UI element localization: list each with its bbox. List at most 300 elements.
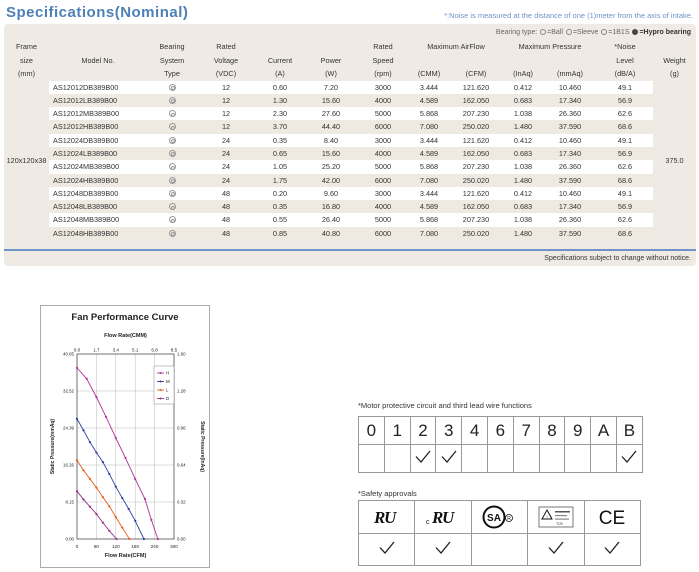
- safety-check-cell: [415, 534, 471, 566]
- spec-cell: 1.480: [503, 174, 543, 187]
- ball-bearing-icon: [540, 29, 546, 35]
- spec-cell: 12: [197, 94, 255, 107]
- checkmark-icon: [441, 450, 457, 463]
- spec-cell: 68.6: [597, 227, 653, 240]
- spec-cell: 4.589: [409, 94, 449, 107]
- spec-cell: 48: [197, 227, 255, 240]
- top-tick-label: 1.7: [93, 347, 100, 353]
- data-point-M: [143, 538, 145, 540]
- wire-code-cell: 3: [436, 417, 462, 445]
- header-airflow-cfm: (CFM): [465, 69, 487, 78]
- header-voltage-2: Voltage: [213, 55, 239, 65]
- y-tick-label-right: 1.28: [177, 388, 186, 394]
- header-frame-3: (mm): [17, 69, 36, 78]
- header-speed-3: (rpm): [374, 69, 392, 78]
- spec-cell: 121.620: [449, 134, 503, 147]
- spec-cell: 17.340: [543, 200, 597, 213]
- spec-cell: 40.80: [305, 227, 357, 240]
- spec-cell: 5.868: [409, 107, 449, 120]
- data-point-L: [95, 486, 97, 488]
- spec-cell: 6000: [357, 174, 409, 187]
- data-point-L: [89, 478, 91, 480]
- spec-cell: 48: [197, 213, 255, 226]
- data-point-D: [108, 530, 110, 532]
- wire-code-cell: A: [591, 417, 617, 445]
- tuv-logo-text: TÜV: [555, 522, 563, 526]
- y-tick-label-right: 0.64: [177, 462, 186, 468]
- spec-cell: 37.590: [543, 120, 597, 133]
- spec-cell: 49.1: [597, 81, 653, 94]
- data-point-H: [86, 378, 88, 380]
- spec-cell: 7.080: [409, 174, 449, 187]
- csa-logo: [471, 501, 527, 534]
- wire-code-cell: 9: [565, 417, 591, 445]
- spec-cell: 24: [197, 147, 255, 160]
- spec-cell: 12: [197, 120, 255, 133]
- spec-cell: 62.6: [597, 160, 653, 173]
- header-bearing-3: Type: [164, 69, 180, 78]
- data-point-L: [108, 505, 110, 507]
- spec-cell: 0.412: [503, 81, 543, 94]
- spec-cell: 5000: [357, 107, 409, 120]
- spec-cell: 1.30: [255, 94, 305, 107]
- spec-cell: 6000: [357, 120, 409, 133]
- data-point-M: [128, 508, 130, 510]
- safety-check-cell: [471, 534, 527, 566]
- bearing-cell: [147, 200, 197, 213]
- spec-cell: 48: [197, 200, 255, 213]
- data-point-M: [121, 497, 123, 499]
- table-row: [4, 134, 696, 147]
- hypro-bearing-icon: [632, 29, 638, 35]
- header-weight-2: (g): [670, 69, 679, 78]
- spec-cell: 250.020: [449, 120, 503, 133]
- data-point-H: [124, 457, 126, 459]
- weight-cell: 375.0: [665, 155, 684, 165]
- spec-cell: 17.340: [543, 147, 597, 160]
- bearing-cell: [147, 160, 197, 173]
- spec-cell: 15.60: [305, 147, 357, 160]
- wire-check-cell: [513, 445, 539, 473]
- ball-label: =Ball: [547, 29, 563, 36]
- bearing-cell: [147, 120, 197, 133]
- spec-cell: 7.20: [305, 81, 357, 94]
- y-tick-label-left: 40.65: [63, 351, 74, 357]
- table-row: [4, 213, 696, 226]
- spec-cell: 7.080: [409, 227, 449, 240]
- bearing-cell: [147, 187, 197, 200]
- header-pressure-inaq: (InAq): [513, 69, 533, 78]
- wire-check-cell: [359, 445, 385, 473]
- svg-text:!: !: [546, 514, 548, 519]
- svg-text:c: c: [426, 519, 430, 526]
- spec-cell: 62.6: [597, 213, 653, 226]
- spec-cell: 0.55: [255, 213, 305, 226]
- header-current-2: (A): [275, 69, 285, 78]
- wire-check-cell: [384, 445, 410, 473]
- safety-check-cell: [584, 534, 640, 566]
- spec-cell: 56.9: [597, 200, 653, 213]
- spec-cell: 121.620: [449, 187, 503, 200]
- spec-cell: 5.868: [409, 213, 449, 226]
- table-row: [4, 147, 696, 160]
- y-tick-label-left: 24.39: [63, 425, 74, 431]
- ball-bearing-icon: [169, 84, 176, 91]
- motor-functions-label: *Motor protective circuit and third lead wire functions: [358, 401, 532, 410]
- ball-bearing-icon: [169, 203, 176, 210]
- spec-cell: 207.230: [449, 213, 503, 226]
- bearing-type-legend: [496, 29, 691, 36]
- data-point-D: [115, 538, 117, 540]
- noise-note: *:Noise is measured at the distance of one (1)meter from the axis of intake.: [444, 11, 693, 20]
- table-row: [4, 94, 696, 107]
- ball-bearing-icon: [169, 150, 176, 157]
- spec-cell: 5000: [357, 213, 409, 226]
- spec-cell: 37.590: [543, 174, 597, 187]
- wire-check-cell: [436, 445, 462, 473]
- spec-cell: 8.40: [305, 134, 357, 147]
- spec-cell: 4000: [357, 200, 409, 213]
- ball-bearing-icon: [169, 137, 176, 144]
- bearing-cell: [147, 107, 197, 120]
- spec-cell: 4.589: [409, 200, 449, 213]
- spec-cell: 68.6: [597, 174, 653, 187]
- spec-cell: 62.6: [597, 107, 653, 120]
- spec-cell: 1.480: [503, 227, 543, 240]
- x-axis-label: Flow Rate(CFM): [104, 553, 147, 559]
- checkmark-icon: [435, 541, 451, 554]
- spec-cell: 4000: [357, 147, 409, 160]
- top-tick-label: 5.1: [132, 347, 139, 353]
- spec-cell: 250.020: [449, 174, 503, 187]
- model-cell: AS12048HB389B00: [49, 227, 147, 240]
- spec-cell: 0.412: [503, 134, 543, 147]
- spec-cell: 207.230: [449, 107, 503, 120]
- header-pressure-mmaq: (mmAq): [557, 69, 583, 78]
- spec-cell: 10.460: [543, 187, 597, 200]
- spec-cell: 15.60: [305, 94, 357, 107]
- series-line-H: [77, 368, 158, 539]
- ball-bearing-icon: [169, 163, 176, 170]
- data-point-H: [76, 367, 78, 369]
- spec-cell: 3000: [357, 134, 409, 147]
- svg-text:U: U: [442, 508, 455, 527]
- spec-cell: 68.6: [597, 120, 653, 133]
- x-tick-label: 120: [111, 544, 120, 549]
- table-row: [4, 200, 696, 213]
- data-point-L: [76, 459, 78, 461]
- disclaimer: Specifications subject to change without notice.: [544, 255, 691, 262]
- checkmark-icon: [415, 450, 431, 463]
- data-point-L: [121, 527, 123, 529]
- ul-recognized-logo: [359, 501, 415, 534]
- data-point-D: [76, 490, 78, 492]
- model-cell: AS12012MB389B00: [49, 107, 147, 120]
- spec-cell: 49.1: [597, 134, 653, 147]
- svg-text:R: R: [507, 516, 512, 522]
- spec-cell: 4000: [357, 94, 409, 107]
- wire-check-cell: [565, 445, 591, 473]
- data-point-H: [115, 437, 117, 439]
- header-noise-1: *Noise: [614, 42, 636, 51]
- spec-cell: 207.230: [449, 160, 503, 173]
- checkmark-icon: [548, 541, 564, 554]
- svg-text:R: R: [373, 508, 386, 527]
- ball-bearing-icon: [169, 110, 176, 117]
- x-tick-label: 180: [131, 544, 140, 549]
- bearing-cell: [147, 134, 197, 147]
- wire-code-cell: 2: [410, 417, 436, 445]
- spec-cell: 1.038: [503, 160, 543, 173]
- spec-cell: 37.590: [543, 227, 597, 240]
- data-point-D: [82, 498, 84, 500]
- y-tick-label-right: 0.00: [177, 536, 186, 542]
- data-point-L: [115, 516, 117, 518]
- spec-cell: 24: [197, 160, 255, 173]
- table-row: [4, 81, 696, 94]
- spec-cell: 26.360: [543, 213, 597, 226]
- data-point-D: [89, 506, 91, 508]
- ball-bearing-icon: [169, 123, 176, 130]
- model-cell: AS12024MB389B00: [49, 160, 147, 173]
- spec-cell: 1.038: [503, 213, 543, 226]
- header-voltage-1: Rated: [216, 42, 236, 51]
- header-power-2: (W): [325, 69, 337, 78]
- y-axis-label-left: Static Pressure(mmAq): [50, 418, 56, 475]
- data-point-M: [89, 441, 91, 443]
- header-airflow: Maximum AirFlow: [427, 42, 485, 51]
- model-cell: AS12012LB389B00: [49, 94, 147, 107]
- spec-cell: 3000: [357, 187, 409, 200]
- spec-cell: 26.40: [305, 213, 357, 226]
- header-voltage-3: (VDC): [215, 69, 237, 78]
- bearing-cell: [147, 81, 197, 94]
- table-row: [4, 227, 696, 240]
- legend-label: H: [166, 370, 170, 376]
- header-bearing-2: System: [159, 55, 185, 65]
- safety-approvals-table: [358, 500, 641, 566]
- spec-cell: 26.360: [543, 160, 597, 173]
- spec-cell: 6000: [357, 227, 409, 240]
- wire-check-cell: [410, 445, 436, 473]
- frame-size-cell: 120x120x38: [6, 155, 47, 165]
- ball-bearing-icon: [169, 230, 176, 237]
- performance-chart: [40, 305, 210, 568]
- header-model: Model No.: [81, 55, 115, 65]
- ball-bearing-icon: [169, 190, 176, 197]
- series-line-D: [77, 491, 116, 539]
- data-point-H: [150, 519, 152, 521]
- page-title: Specifications(Nominal): [6, 4, 189, 21]
- bearing-cell: [147, 174, 197, 187]
- header-power-1: Power: [320, 55, 342, 65]
- spec-cell: 5.868: [409, 160, 449, 173]
- tuv-logo: [528, 501, 584, 534]
- data-point-M: [102, 461, 104, 463]
- spec-cell: 24: [197, 134, 255, 147]
- y-tick-label-right: 0.96: [177, 425, 186, 431]
- model-cell: AS12048LB389B00: [49, 200, 147, 213]
- spec-cell: 0.412: [503, 187, 543, 200]
- spec-cell: 5000: [357, 160, 409, 173]
- data-point-M: [82, 429, 84, 431]
- legend-label: M: [166, 379, 170, 385]
- spec-cell: 56.9: [597, 94, 653, 107]
- data-point-H: [157, 538, 159, 540]
- table-row: [4, 107, 696, 120]
- data-point-H: [144, 498, 146, 500]
- data-point-M: [115, 486, 117, 488]
- spec-cell: 0.20: [255, 187, 305, 200]
- data-point-L: [82, 469, 84, 471]
- spec-cell: 44.40: [305, 120, 357, 133]
- checkmark-icon: [621, 450, 637, 463]
- legend-marker: [160, 372, 162, 374]
- sleeve-label: =Sleeve: [572, 29, 599, 36]
- data-point-M: [108, 473, 110, 475]
- bearing-cell: [147, 147, 197, 160]
- spec-cell: 1.75: [255, 174, 305, 187]
- spec-cell: 12: [197, 107, 255, 120]
- x-tick-label: 300: [170, 544, 178, 549]
- spec-cell: 9.60: [305, 187, 357, 200]
- csa-logo-text: SA: [487, 513, 502, 524]
- hypro-label: =Hypro bearing: [639, 29, 691, 36]
- y-tick-label-left: 8.15: [65, 499, 74, 505]
- spec-cell: 48: [197, 187, 255, 200]
- series-line-M: [77, 419, 144, 539]
- bearing-cell: [147, 94, 197, 107]
- model-cell: AS12048DB389B00: [49, 187, 147, 200]
- table-row: [4, 120, 696, 133]
- spec-cell: 10.460: [543, 134, 597, 147]
- data-point-D: [102, 522, 104, 524]
- spec-cell: 0.683: [503, 200, 543, 213]
- svg-text:R: R: [432, 508, 444, 527]
- spec-cell: 24: [197, 174, 255, 187]
- header-frame-2: size: [20, 55, 33, 65]
- spec-cell: 49.1: [597, 187, 653, 200]
- chart-canvas: [41, 306, 211, 569]
- spec-cell: 0.85: [255, 227, 305, 240]
- legend-marker: [160, 389, 162, 391]
- spec-cell: 26.360: [543, 107, 597, 120]
- y-tick-label-left: 16.26: [63, 462, 74, 468]
- safety-approvals-label: *Safety approvals: [358, 489, 417, 498]
- y-tick-label-left: 32.52: [63, 388, 74, 394]
- legend-marker: [160, 398, 162, 400]
- model-cell: AS12012DB389B00: [49, 81, 147, 94]
- top-tick-label: 6.8: [151, 347, 158, 353]
- legend-label: D: [166, 396, 170, 402]
- chart-title: Fan Performance Curve: [71, 312, 179, 323]
- data-point-H: [134, 478, 136, 480]
- header-noise-3: (dB/A): [614, 69, 636, 78]
- spec-cell: 162.050: [449, 147, 503, 160]
- top-tick-label: 3.4: [112, 347, 119, 353]
- header-speed-2: Speed: [372, 55, 394, 65]
- model-cell: AS12012HB389B00: [49, 120, 147, 133]
- spec-cell: 0.65: [255, 147, 305, 160]
- wire-code-cell: B: [616, 417, 642, 445]
- checkmark-icon: [379, 541, 395, 554]
- spec-cell: 0.35: [255, 134, 305, 147]
- spec-cell: 2.30: [255, 107, 305, 120]
- y-axis-label-right: Static Pressure(InAq): [199, 421, 205, 472]
- spec-cell: 162.050: [449, 200, 503, 213]
- spec-cell: 12: [197, 81, 255, 94]
- wire-code-cell: 6: [487, 417, 513, 445]
- spec-cell: 25.20: [305, 160, 357, 173]
- spec-cell: 121.620: [449, 81, 503, 94]
- wire-check-cell: [539, 445, 565, 473]
- spec-cell: 0.60: [255, 81, 305, 94]
- header-pressure: Maximum Pressure: [518, 42, 582, 51]
- wire-check-cell: [462, 445, 488, 473]
- spec-cell: 42.00: [305, 174, 357, 187]
- data-point-M: [134, 520, 136, 522]
- spec-cell: 10.460: [543, 81, 597, 94]
- spec-cell: 4.589: [409, 147, 449, 160]
- wire-check-cell: [591, 445, 617, 473]
- data-point-M: [95, 451, 97, 453]
- spec-cell: 0.683: [503, 147, 543, 160]
- ce-logo: [584, 501, 640, 534]
- header-airflow-cmm: (CMM): [417, 69, 441, 78]
- one-ball-one-sleeve-icon: [601, 29, 607, 35]
- bearing-type-label: Bearing type:: [495, 29, 538, 36]
- spec-cell: 3.70: [255, 120, 305, 133]
- wire-check-cell: [616, 445, 642, 473]
- data-point-L: [102, 496, 104, 498]
- spec-cell: 1.05: [255, 160, 305, 173]
- data-point-D: [95, 513, 97, 515]
- header-weight-1: Weight: [663, 55, 686, 65]
- header-noise-2: Level: [616, 55, 634, 65]
- spec-cell: 7.080: [409, 120, 449, 133]
- ce-logo-text: CE: [599, 508, 626, 528]
- y-tick-label-right: 0.32: [177, 499, 186, 505]
- wire-code-cell: 4: [462, 417, 488, 445]
- table-row: [4, 187, 696, 200]
- ball-bearing-icon: [169, 97, 176, 104]
- wire-check-cell: [487, 445, 513, 473]
- top-tick-label: 8.5: [170, 347, 178, 353]
- x-tick-label: 0: [75, 544, 79, 549]
- data-point-L: [128, 538, 130, 540]
- spec-cell: 1.038: [503, 107, 543, 120]
- wire-functions-table: [358, 416, 643, 473]
- sleeve-bearing-icon: [566, 29, 572, 35]
- checkmark-icon: [604, 541, 620, 554]
- data-point-M: [76, 418, 78, 420]
- header-bearing-1: Bearing: [159, 42, 185, 51]
- data-point-H: [95, 396, 97, 398]
- spec-cell: 3.444: [409, 187, 449, 200]
- wire-code-cell: 7: [513, 417, 539, 445]
- spec-cell: 162.050: [449, 94, 503, 107]
- safety-check-cell: [528, 534, 584, 566]
- spec-cell: 3.444: [409, 134, 449, 147]
- top-tick-label: 0.0: [73, 347, 81, 353]
- model-cell: AS12048MB389B00: [49, 213, 147, 226]
- spec-cell: 17.340: [543, 94, 597, 107]
- model-cell: AS12024HB389B00: [49, 174, 147, 187]
- wire-code-cell: 1: [384, 417, 410, 445]
- spec-cell: 16.80: [305, 200, 357, 213]
- divider-line: [4, 249, 696, 251]
- data-point-H: [105, 416, 107, 418]
